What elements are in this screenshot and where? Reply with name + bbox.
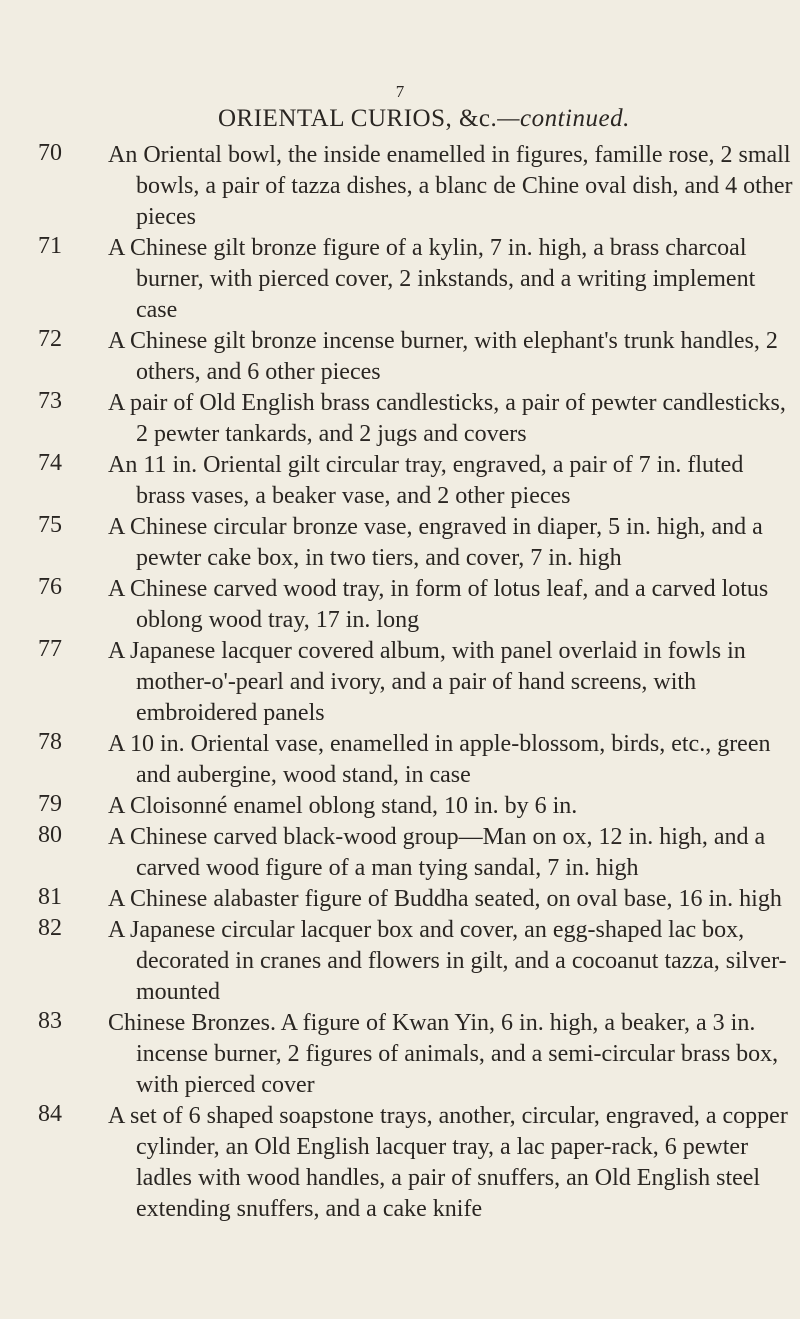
lot-description: A Cloisonné enamel oblong stand, 10 in. by 6 in. xyxy=(108,793,578,819)
lot-number: 77 xyxy=(38,636,62,662)
lot-item xyxy=(0,1008,800,1101)
lot-item xyxy=(0,1101,800,1225)
lot-number: 76 xyxy=(38,574,62,600)
lot-number: 82 xyxy=(38,915,62,941)
lot-number: 71 xyxy=(38,233,62,259)
lot-description: A set of 6 shaped soapstone trays, another, circular, engraved, a copper cylinder, an Old English lacquer tray, a lac paper-rack, 6 pewter ladles with wood handles, a pair of snuffers, an Old English steel extending snuffers, and a cake knife xyxy=(108,1103,788,1222)
lot-description: A 10 in. Oriental vase, enamelled in apple-blossom, birds, etc., green and aubergine, wood stand, in case xyxy=(108,731,771,788)
lot-number: 72 xyxy=(38,326,62,352)
lot-list xyxy=(0,140,800,1225)
lot-number: 74 xyxy=(38,450,62,476)
page-title xyxy=(218,105,630,133)
lot-number: 73 xyxy=(38,388,62,414)
lot-description: A Japanese lacquer covered album, with panel overlaid in fowls in mother-o'-pearl and ivory, and a pair of hand screens, with embroidered panels xyxy=(108,638,746,726)
lot-number: 80 xyxy=(38,822,62,848)
lot-number: 78 xyxy=(38,729,62,755)
lot-number: 83 xyxy=(38,1008,62,1034)
lot-item xyxy=(0,326,800,388)
lot-item xyxy=(0,636,800,729)
lot-description: A Chinese circular bronze vase, engraved in diaper, 5 in. high, and a pewter cake box, in two tiers, and cover, 7 in. high xyxy=(108,514,763,571)
lot-description: A Chinese carved black-wood group—Man on ox, 12 in. high, and a carved wood figure of a man tying sandal, 7 in. high xyxy=(108,824,766,881)
lot-item xyxy=(0,140,800,233)
lot-number: 70 xyxy=(38,140,62,166)
lot-number: 84 xyxy=(38,1101,62,1127)
lot-item xyxy=(0,729,800,791)
lot-description: An 11 in. Oriental gilt circular tray, engraved, a pair of 7 in. fluted brass vases, a beaker vase, and 2 other pieces xyxy=(108,452,744,509)
lot-description: A Chinese carved wood tray, in form of lotus leaf, and a carved lotus oblong wood tray, 17 in. long xyxy=(108,576,769,633)
lot-item xyxy=(0,884,800,915)
lot-number: 75 xyxy=(38,512,62,538)
lot-item xyxy=(0,233,800,326)
page-marker: 7 xyxy=(395,82,405,101)
lot-item xyxy=(0,915,800,1008)
continued-label: —continued. xyxy=(497,105,630,132)
lot-item xyxy=(0,574,800,636)
lot-item xyxy=(0,450,800,512)
lot-item xyxy=(0,791,800,822)
lot-description: An Oriental bowl, the inside enamelled in figures, famille rose, 2 small bowls, a pair of tazza dishes, a blanc de Chine oval dish, and 4 other pieces xyxy=(108,142,793,230)
lot-item xyxy=(0,388,800,450)
lot-item xyxy=(0,822,800,884)
lot-number: 79 xyxy=(38,791,62,817)
lot-description: A Chinese alabaster figure of Buddha seated, on oval base, 16 in. high xyxy=(108,886,782,912)
lot-item xyxy=(0,512,800,574)
lot-description: A Chinese gilt bronze incense burner, with elephant's trunk handles, 2 others, and 6 other pieces xyxy=(108,328,778,385)
lot-description: Chinese Bronzes. A figure of Kwan Yin, 6 in. high, a beaker, a 3 in. incense burner, 2 figures of animals, and a semi-circular brass box, with pierced cover xyxy=(108,1010,779,1098)
title-text: ORIENTAL CURIOS, &c. xyxy=(218,105,498,132)
lot-description: A Japanese circular lacquer box and cover, an egg-shaped lac box, decorated in cranes and flowers in gilt, and a cocoanut tazza, silver-mounted xyxy=(108,917,787,1005)
lot-description: A pair of Old English brass candlesticks, a pair of pewter candlesticks, 2 pewter tankards, and 2 jugs and covers xyxy=(108,390,786,447)
lot-description: A Chinese gilt bronze figure of a kylin, 7 in. high, a brass charcoal burner, with pierced cover, 2 inkstands, and a writing implement case xyxy=(108,235,756,323)
lot-number: 81 xyxy=(38,884,62,910)
